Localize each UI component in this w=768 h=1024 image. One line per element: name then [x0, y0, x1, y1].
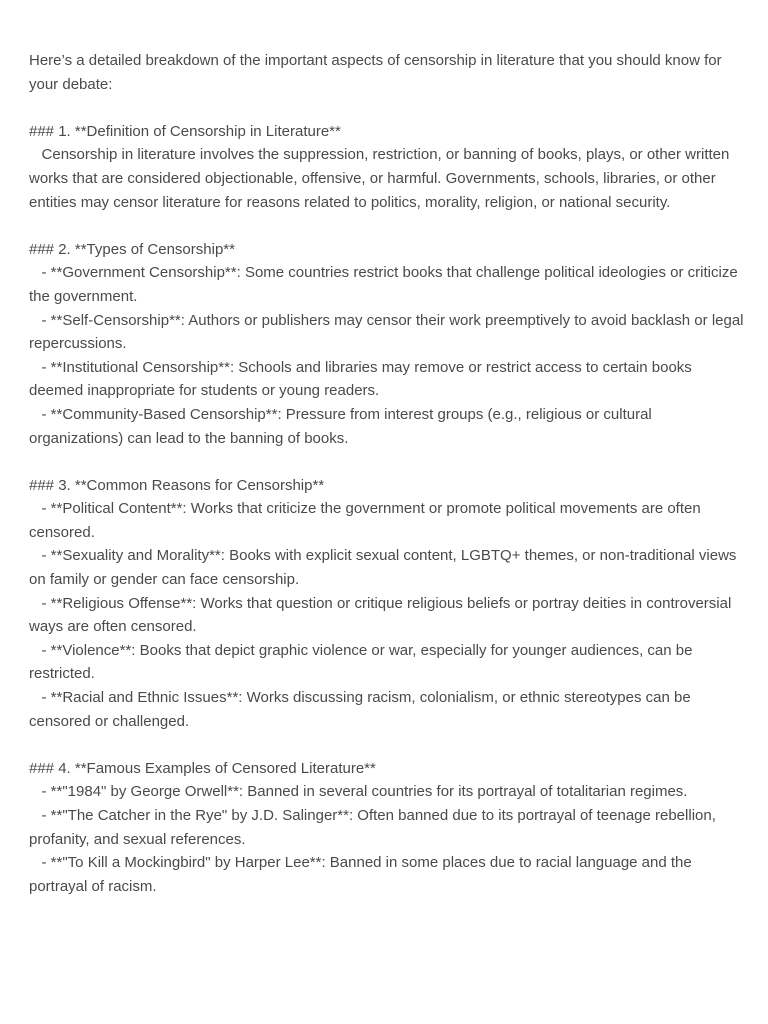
list-item: - **"To Kill a Mockingbird" by Harper Lee**: Banned in some places due to racial language and the portrayal of racism. — [29, 854, 696, 895]
spacer — [29, 214, 745, 238]
list-item: - **Institutional Censorship**: Schools and libraries may remove or restrict access to certain books deemed inappropriate for students or young readers. — [29, 358, 696, 400]
assistant-message — [29, 49, 748, 898]
section-reasons — [29, 474, 745, 734]
list-item: - **Sexuality and Morality**: Books with explicit sexual content, LGBTQ+ themes, or non-traditional views on family or gender can face censorship. — [29, 547, 741, 589]
spacer — [29, 450, 745, 474]
list-item: - **Political Content**: Works that criticize the government or promote political movements are often censored. — [29, 500, 705, 541]
list-item: - **Religious Offense**: Works that question or critique religious beliefs or portray deities in controversial ways are often censored. — [29, 594, 736, 636]
list-item: - **Government Censorship**: Some countries restrict books that challenge political ideologies or criticize the government. — [29, 264, 742, 305]
list-item: - **"1984" by George Orwell**: Banned in several countries for its portrayal of totalitarian regimes. — [29, 783, 688, 801]
list-item: - **Racial and Ethnic Issues**: Works discussing racism, colonialism, or ethnic stereotypes can be censored or challenged. — [29, 689, 695, 730]
spacer — [29, 733, 745, 757]
section-definition — [29, 120, 745, 214]
list-item: - **"The Catcher in the Rye" by J.D. Salinger**: Often banned due to its portrayal of teenage rebellion, profanity, and sexual references. — [29, 807, 721, 848]
list-item: - **Community-Based Censorship**: Pressure from interest groups (e.g., religious or cultural organizations) can lead to the banning of books. — [29, 405, 656, 447]
list-item: - **Violence**: Books that depict graphic violence or war, especially for younger audiences, can be restricted. — [29, 641, 697, 683]
section-types — [29, 238, 748, 450]
intro-text: Here’s a detailed breakdown of the important aspects of censorship in literature that you should know for your debate: — [29, 52, 726, 93]
section-heading: ### 2. **Types of Censorship** — [29, 240, 235, 258]
section-heading: ### 3. **Common Reasons for Censorship** — [29, 476, 325, 494]
section-body: Censorship in literature involves the suppression, restriction, or banning of books, plays, or other written works that are considered objectionable, offensive, or harmful. Governments, schools, libraries, or other entities may censor literature for reasons related to politics, morality, religion, or national security. — [29, 146, 734, 211]
spacer — [29, 96, 745, 120]
section-examples — [29, 757, 745, 899]
section-heading: ### 1. **Definition of Censorship in Literature** — [29, 122, 341, 140]
section-heading: ### 4. **Famous Examples of Censored Literature** — [29, 759, 376, 777]
list-item: - **Self-Censorship**: Authors or publishers may censor their work preemptively to avoid backlash or legal repercussions. — [29, 311, 748, 353]
